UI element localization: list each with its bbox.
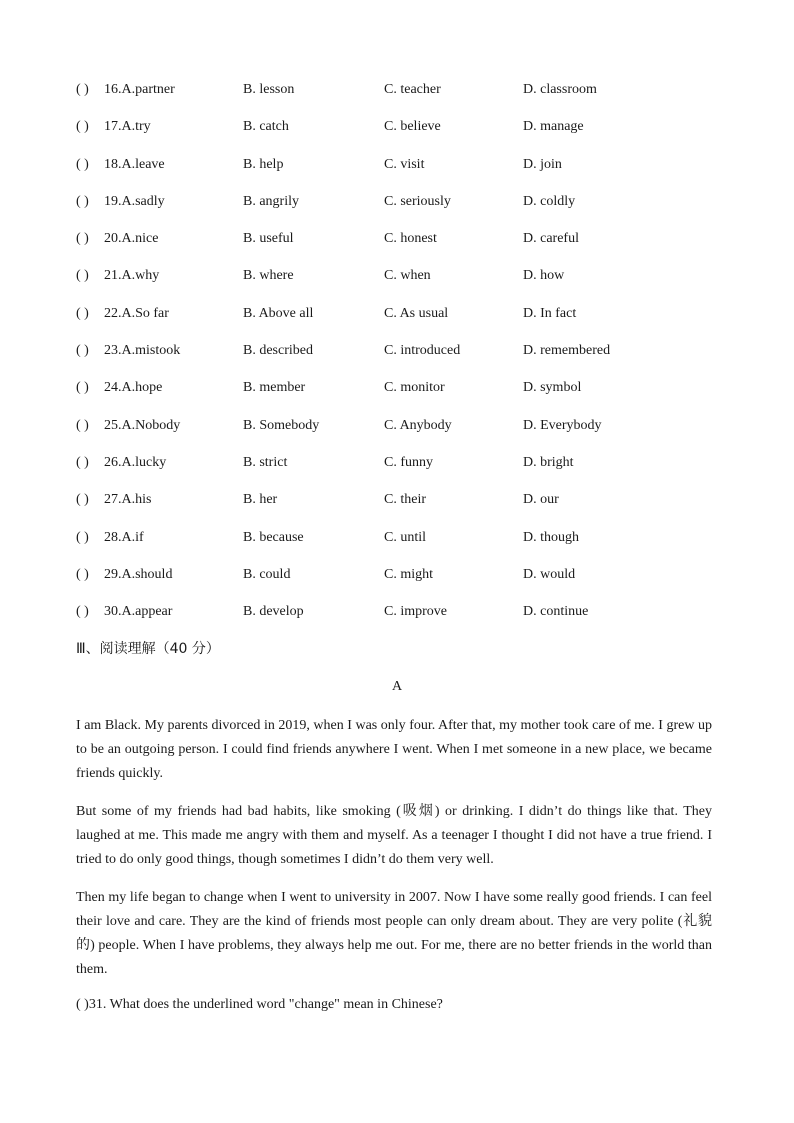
answer-blank: ( ): [76, 566, 89, 582]
question-31: ( )31. What does the underlined word "change" mean in Chinese?: [76, 997, 443, 1012]
question-row: [76, 416, 736, 453]
option-d: D. careful: [523, 231, 579, 247]
option-a: 29.A.should: [104, 566, 173, 582]
option-c: C. Anybody: [384, 417, 452, 433]
option-c: C. teacher: [384, 82, 441, 97]
option-c: C. seriously: [384, 193, 451, 209]
option-c: C. until: [384, 529, 427, 545]
option-d: D. remembered: [523, 343, 611, 359]
option-b: B. her: [243, 492, 278, 508]
option-b: B. angrily: [243, 193, 299, 209]
option-c: C. As usual: [384, 305, 449, 321]
option-c: C. funny: [384, 454, 433, 470]
answer-blank: ( ): [76, 454, 89, 470]
passage-paragraph: I am Black. My parents divorced in 2019, when I was only four. After that, my mother took care of me. I grew up to be an outgoing person. I could find friends anywhere I went. When I met someone in a new place, we became friends quickly.: [76, 718, 712, 781]
answer-blank: ( ): [76, 156, 89, 172]
option-a: 24.A.hope: [104, 380, 163, 396]
answer-blank: ( ): [76, 193, 89, 209]
answer-blank: ( ): [76, 231, 89, 247]
option-b: B. lesson: [243, 82, 295, 97]
question-row: [76, 378, 736, 415]
option-a: 25.A.Nobody: [104, 417, 181, 433]
question-row: [76, 453, 736, 490]
option-d: D. Everybody: [523, 417, 602, 433]
option-a: 28.A.if: [104, 529, 144, 545]
option-a: 18.A.leave: [104, 156, 165, 172]
question-row: [76, 304, 736, 341]
answer-blank: ( ): [76, 380, 89, 396]
option-d: D. coldly: [523, 193, 576, 209]
option-a: 30.A.appear: [104, 604, 173, 620]
option-b: B. Somebody: [243, 417, 320, 433]
option-b: B. catch: [243, 119, 289, 135]
option-c: C. believe: [384, 119, 441, 135]
option-d: D. join: [523, 156, 562, 172]
question-row: [76, 155, 736, 192]
option-d: D. classroom: [523, 82, 597, 97]
option-c: C. their: [384, 492, 426, 508]
question-row: [76, 80, 736, 117]
option-d: D. continue: [523, 604, 589, 620]
option-b: B. where: [243, 268, 294, 284]
option-a: 26.A.lucky: [104, 454, 167, 470]
option-a: 20.A.nice: [104, 231, 159, 247]
option-b: B. member: [243, 380, 306, 396]
option-a: 23.A.mistook: [104, 343, 181, 359]
option-c: C. monitor: [384, 380, 445, 396]
cloze-question-list: [76, 80, 736, 639]
answer-blank: ( ): [76, 492, 89, 508]
question-row: [76, 528, 736, 565]
question-row: [76, 229, 736, 266]
option-a: 17.A.try: [104, 119, 151, 135]
answer-blank: ( ): [76, 82, 89, 97]
question-row: [76, 266, 736, 303]
option-d: D. bright: [523, 454, 574, 470]
option-a: 22.A.So far: [104, 305, 169, 321]
question-row: [76, 490, 736, 527]
option-a: 19.A.sadly: [104, 193, 165, 209]
answer-blank: ( ): [76, 604, 89, 620]
option-a: 16.A.partner: [104, 82, 175, 97]
option-c: C. might: [384, 566, 434, 582]
option-c: C. improve: [384, 604, 447, 620]
option-a: 27.A.his: [104, 492, 152, 508]
option-d: D. symbol: [523, 380, 582, 396]
section-title: Ⅲ、阅读理解（40 分）: [76, 641, 220, 657]
option-c: C. visit: [384, 156, 425, 172]
option-c: C. introduced: [384, 343, 461, 359]
passage-paragraph: But some of my friends had bad habits, like smoking (吸烟) or drinking. I didn’t do things like that. They laughed at me. This made me angry with them and myself. As a teenager I thought I did not have a true friend. I tried to do only good things, though sometimes I didn’t do them very well.: [76, 804, 712, 867]
answer-blank: ( ): [76, 343, 89, 359]
option-d: D. manage: [523, 119, 584, 135]
question-row: [76, 117, 736, 154]
option-b: B. strict: [243, 454, 288, 470]
passage-title: A: [391, 679, 403, 694]
answer-blank: ( ): [76, 119, 89, 135]
option-d: D. our: [523, 492, 559, 508]
option-b: B. help: [243, 156, 284, 172]
option-b: B. described: [243, 343, 313, 359]
answer-blank: ( ): [76, 268, 89, 284]
option-c: C. when: [384, 268, 431, 284]
passage-paragraph: Then my life began to change when I went to university in 2007. Now I have some really good friends. I can feel their love and care. They are the kind of friends most people can only dream about. They are very polite (礼貌的) people. When I have problems, they always help me out. For me, there are no better friends in the world than them.: [76, 890, 712, 977]
option-b: B. develop: [243, 604, 304, 620]
question-row: [76, 192, 736, 229]
option-d: D. would: [523, 566, 576, 582]
passage: [76, 714, 712, 996]
option-b: B. because: [243, 529, 304, 545]
option-d: D. how: [523, 268, 565, 284]
option-b: B. useful: [243, 231, 294, 247]
option-d: D. In fact: [523, 305, 577, 321]
option-c: C. honest: [384, 231, 437, 247]
answer-blank: ( ): [76, 305, 89, 321]
option-d: D. though: [523, 529, 579, 545]
answer-blank: ( ): [76, 529, 89, 545]
answer-blank: ( ): [76, 417, 89, 433]
option-a: 21.A.why: [104, 268, 160, 284]
option-b: B. could: [243, 566, 291, 582]
question-row: [76, 341, 736, 378]
question-row: [76, 602, 736, 639]
question-row: [76, 565, 736, 602]
option-b: B. Above all: [243, 305, 314, 321]
